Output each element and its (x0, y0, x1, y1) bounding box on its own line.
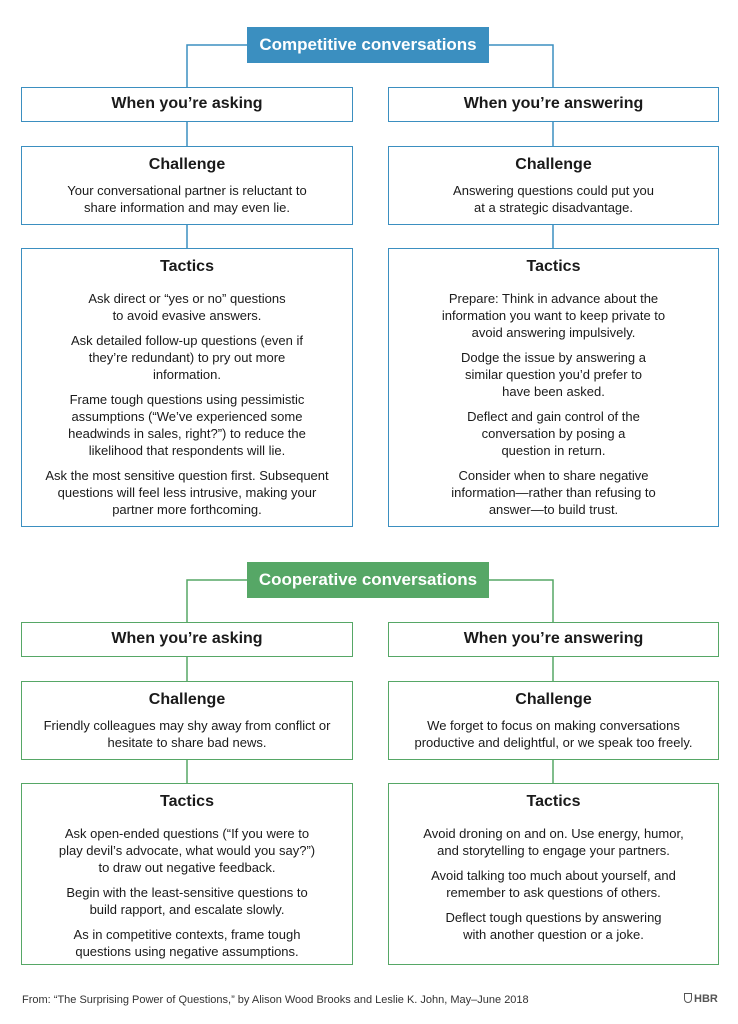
tactic-item: Begin with the least-sensitive questions to build rapport, and escalate slowly. (66, 885, 308, 917)
cooperative-asking-tactics-box (21, 783, 353, 965)
competitive-answering-challenge-box (388, 146, 719, 225)
competitive-asking-challenge-box (21, 146, 353, 225)
competitive-asking-tactics-box (21, 248, 353, 527)
tactic-item: Ask direct or “yes or no” questions to avoid evasive answers. (88, 291, 286, 323)
tactics-list (389, 813, 718, 943)
competitive-connector-right (489, 45, 553, 87)
tactic-item: Avoid droning on and on. Use energy, humor, and storytelling to engage your partners. (423, 826, 684, 858)
cooperative-answering-tactics-box (388, 783, 719, 965)
shield-icon (684, 993, 692, 1003)
cooperative-answering-challenge-box (388, 681, 719, 760)
competitive-asking-heading: When you’re asking (21, 87, 353, 122)
challenge-title: Challenge (148, 156, 226, 173)
tactic-item: Dodge the issue by answering a similar question you’d prefer to have been asked. (460, 350, 646, 399)
tactics-title: Tactics (160, 258, 214, 275)
tactic-item: Deflect and gain control of the conversation by posing a question in return. (467, 409, 640, 458)
competitive-answering-heading: When you’re answering (388, 87, 719, 122)
tactics-title: Tactics (526, 793, 581, 810)
tactic-item: Ask open-ended questions (“If you were to play devil’s advocate, what would you say?”) to draw out negative feedback. (58, 826, 316, 875)
tactics-title: Tactics (526, 258, 581, 275)
challenge-text: We forget to focus on making conversations productive and delightful, or we speak too freely. (414, 718, 693, 750)
hbr-logo (684, 993, 718, 1005)
competitive-answering-tactics-box (388, 248, 719, 527)
source-citation: From: “The Surprising Power of Questions,” by Alison Wood Brooks and Leslie K. John, May–June 2018 (22, 994, 529, 1006)
challenge-title: Challenge (515, 156, 592, 173)
tactic-item: Frame tough questions using pessimistic assumptions (“We’ve experienced some headwinds in sales, right?”) to reduce the likelihood that respondents will lie. (68, 392, 306, 458)
cooperative-answering-heading: When you’re answering (388, 622, 719, 657)
tactic-item: As in competitive contexts, frame tough questions using negative assumptions. (73, 927, 301, 959)
challenge-title: Challenge (148, 691, 226, 708)
logo-text: HBR (694, 993, 718, 1005)
tactics-list (389, 278, 718, 518)
cooperative-banner: Cooperative conversations (247, 562, 489, 598)
competitive-connector-left (187, 45, 247, 87)
challenge-text: Friendly colleagues may shy away from conflict or hesitate to share bad news. (43, 718, 331, 750)
cooperative-asking-heading: When you’re asking (21, 622, 353, 657)
tactic-item: Avoid talking too much about yourself, and remember to ask questions of others. (431, 868, 676, 900)
cooperative-connector-left (187, 580, 247, 622)
tactics-title: Tactics (160, 793, 214, 810)
challenge-title: Challenge (515, 691, 592, 708)
challenge-text: Your conversational partner is reluctant to share information and may even lie. (67, 183, 307, 215)
tactic-item: Deflect tough questions by answering with another question or a joke. (445, 910, 662, 942)
tactics-list (22, 278, 352, 518)
challenge-text: Answering questions could put you at a strategic disadvantage. (453, 183, 654, 215)
tactic-item: Ask the most sensitive question first. Subsequent questions will feel less intrusive, making your partner more forthcoming. (45, 468, 329, 517)
tactic-item: Consider when to share negative information—rather than refusing to answer—to build trust. (451, 468, 656, 517)
cooperative-asking-challenge-box (21, 681, 353, 760)
cooperative-connector-right (489, 580, 553, 622)
tactic-item: Prepare: Think in advance about the information you want to keep private to avoid answering impulsively. (441, 291, 666, 340)
tactics-list (22, 813, 352, 960)
competitive-banner: Competitive conversations (247, 27, 489, 63)
tactic-item: Ask detailed follow-up questions (even if they’re redundant) to pry out more information. (71, 333, 303, 382)
